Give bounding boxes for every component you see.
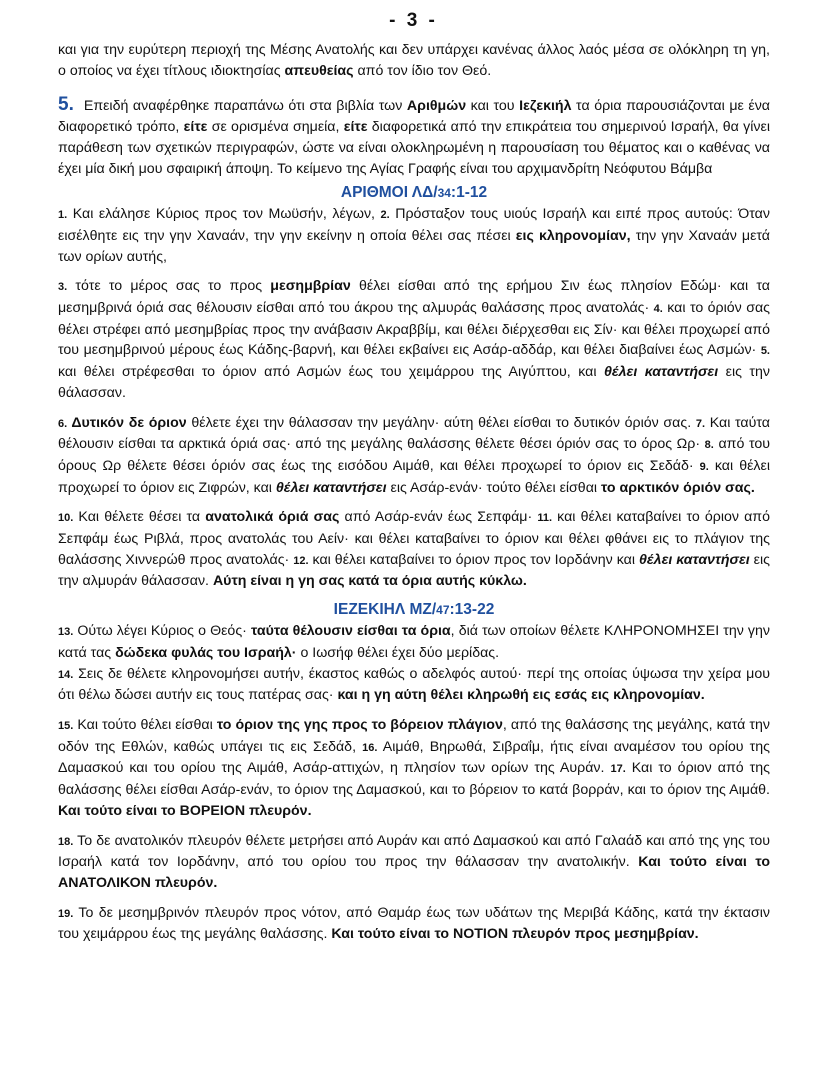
heading-chapter: 34 xyxy=(437,186,451,201)
numbers-heading xyxy=(58,183,770,203)
bold-run: το αρκτικόν όριόν σας. xyxy=(601,479,755,496)
text-run: θέλετε έχει την θάλασσαν την μεγάλην· αύτη θέλει είσθαι το δυτικόν όριόν σας. xyxy=(186,414,696,431)
text-run: Επειδή αναφέρθηκε παραπάνω ότι στα βιβλία των xyxy=(83,98,407,115)
text-run: και θέλει προχωρεί το όριον εις Ζιφρών, και xyxy=(58,457,770,496)
bold-run: Αριθμών xyxy=(406,98,467,115)
ezekiel-paragraph-1 xyxy=(58,621,770,706)
bold-run: δώδεκα φυλάς του Ισραήλ· xyxy=(115,644,297,661)
text-run: και θέλει στρέφεσθαι το όριον από Ασμών έως του χειμάρρου της Αιγύπτου, και xyxy=(58,364,604,381)
intro-paragraph-1 xyxy=(58,40,770,81)
text-run: από Ασάρ-ενάν έως Σεπφάμ· xyxy=(339,509,538,526)
verse-number: 9. xyxy=(699,460,709,473)
bold-run: Και τούτο είναι το ΑΝΑΤΟΛΙΚΟΝ πλευρόν. xyxy=(58,854,770,891)
text-run: και θέλει καταβαίνει το όριον από Σεπφάμ έως Ριβλά, προς ανατολάς του Αείν· και θέλει καταβαίνει το όριον και θέλει φθάνει εις το πλάγιον της θαλάσσης Χιννερώθ προς ανατολάς· xyxy=(58,509,770,568)
heading-title: ΙΕΖΕΚΙΗΛ ΜΖ/ xyxy=(333,601,437,619)
verse-number: 10. xyxy=(58,512,74,525)
bold-run: Ιεζεκιήλ xyxy=(519,98,572,115)
heading-verses: :13-22 xyxy=(449,601,495,619)
text-run: τότε το μέρος σας το προς xyxy=(67,278,271,295)
text-run: Το δε μεσημβρινόν πλευρόν προς νότον, από Θαμάρ έως των υδάτων της Μεριβά Κάδης, κατά την έκτασιν του χειμάρρου έως της μεγάλης θαλάσσης. xyxy=(58,904,770,943)
verse-number: 15. xyxy=(58,719,74,732)
text-run: εις την θάλασσαν. xyxy=(58,364,770,401)
verse-number: 1. xyxy=(58,209,68,222)
bold-run: είτε xyxy=(343,119,368,136)
verse-number: 4. xyxy=(653,303,663,316)
bold-run: μεσημβρίαν xyxy=(270,278,351,295)
section-5-paragraph xyxy=(58,95,770,179)
bold-run: Και τούτο είναι το ΝΟΤΙΟΝ πλευρόν προς μεσημβρίαν. xyxy=(331,926,699,943)
bold-italic-run: θέλει καταντήσει xyxy=(275,479,387,496)
verse-number: 5. xyxy=(760,345,770,358)
ezekiel-paragraph-3 xyxy=(58,715,770,822)
verse-number: 17. xyxy=(610,763,626,776)
text-run: , από της θαλάσσης της μεγάλης, κατά την οδόν της Εθλών, καθώς υπάγει τις εις Σεδάδ, xyxy=(58,716,770,755)
bold-run: ανατολικά όριά σας xyxy=(205,509,340,526)
text-run: ο Ιωσήφ θέλει έχει δύο μερίδας. xyxy=(296,644,500,661)
verse-number: 16. xyxy=(362,741,378,754)
bold-italic-run: θέλει καταντήσει xyxy=(603,364,719,381)
bold-run: και η γη αύτη θέλει κληρωθή εις εσάς εις κληρονομίαν. xyxy=(337,687,705,704)
text-run: και του xyxy=(466,98,520,115)
text-run: και το όριόν σας θέλει στρέφει από μεσημβρίας προς την ανάβασιν Ακραββίμ, και θέλει διέρχεσθαι εις Σίν· και θέλει προχωρεί από του μεσημβρινού μέρους έως Κάδης-βαρνή, και θέλει εκβαίνει εις Ασάρ-αδδάρ, και θέλει διαβαίνει έως Ασμών· xyxy=(58,300,770,359)
bold-italic-run: θέλει καταντήσει xyxy=(638,551,750,568)
section-number: 5. xyxy=(58,94,74,116)
bold-run: είτε xyxy=(183,119,208,136)
text-run: Αιμάθ, Βηρωθά, Σιβραΐμ, ήτις είναι αναμέσον του ορίου της Δαμασκού και του ορίου της Αιμάθ, Ασάρ-αττιχών, η πλησίον των ορίων της Αυράν. xyxy=(58,738,771,777)
ezekiel-heading xyxy=(58,600,770,620)
heading-title: ΑΡΙΘΜΟΙ ΛΔ/ xyxy=(340,184,438,202)
verse-number: 2. xyxy=(380,209,390,222)
ezekiel-paragraph-5 xyxy=(58,903,770,945)
verse-number: 7. xyxy=(695,417,706,430)
verse-number: 8. xyxy=(704,439,714,452)
verse-number: 6. xyxy=(58,417,68,430)
page-number: - 3 - xyxy=(389,10,438,31)
numbers-paragraph-1 xyxy=(58,204,770,267)
verse-number: 19. xyxy=(58,907,74,920)
bold-run: ταύτα θέλουσιν είσθαι τα όρια xyxy=(250,623,451,640)
numbers-paragraph-4 xyxy=(58,507,770,592)
heading-chapter: 47 xyxy=(436,603,450,618)
text-run: διαφορετικά από την επικράτεια του σημερινού Ισραήλ, θα γίνει παράθεση των σχετικών περιγραφών, ώστε να είναι ολοκληρωμένη η παρουσίαση του θέματος και ο καθένας να έχει μία δική μου σφαιρική άποψη. Το κείμενο της Αγίας Γραφής είναι του αρχιμανδρίτη Νεόφυτου Βάμβα xyxy=(58,119,770,177)
verse-number: 14. xyxy=(58,668,74,681)
text-run: και για την ευρύτερη περιοχή της Μέσης Ανατολής και δεν υπάρχει κανένας άλλος λαός μέσα σε ολόκληρη τη γη, ο οποίος να έχει τίτλους ιδιοκτησίας xyxy=(58,42,770,79)
bold-run: Και τούτο είναι το ΒΟΡΕΙΟΝ πλευρόν. xyxy=(58,802,312,819)
numbers-paragraph-3 xyxy=(58,413,770,499)
text-run: Και θέλετε θέσει τα xyxy=(73,509,206,526)
text-run: εις Ασάρ-ενάν· τούτο θέλει είσθαι xyxy=(386,479,601,496)
text-run: Το δε ανατολικόν πλευρόν θέλετε μετρήσει από Αυράν και από Δαμασκού και από Γαλαάδ και από της γης του Ισραήλ κατά τον Ιορδάνην, από του ορίου του προς την θάλασσαν την ανατολικήν. xyxy=(58,832,770,871)
verse-number: 12. xyxy=(293,554,309,567)
text-run: θέλει είσθαι από της ερήμου Σιν έως πλησίον Εδώμ· και τα μεσημβρινά όριά σας θέλουσιν είσθαι από του άκρου της αλμυράς θαλάσσης προς ανατολάς· xyxy=(58,278,770,317)
verse-number: 3. xyxy=(58,281,68,294)
text-run: Και το όριον από της θαλάσσης θέλει είσθαι Ασάρ-ενάν, το όριον της Δαμασκού, και το βόρειον το κατά βορράν, και το όριον της Αιμάθ. xyxy=(58,760,770,799)
bold-run: Αύτη είναι η γη σας κατά τα όρια αυτής κύκλω. xyxy=(212,573,527,590)
text-run: Πρόσταξον τους υιούς Ισραήλ και ειπέ προς αυτούς: Όταν εισέλθητε εις την γην Χαναάν, την γην εκείνην η οποία θέλει σας πέσει xyxy=(58,206,770,244)
heading-verses: :1-12 xyxy=(450,184,488,202)
ezekiel-paragraph-4 xyxy=(58,831,770,894)
text-run: , διά των οποίων θέλετε ΚΛΗΡΟΝΟΜΗΣΕΙ την γην κατά τας xyxy=(58,623,770,661)
numbers-paragraph-2 xyxy=(58,276,770,403)
text-run: Και ταύτα θέλουσιν είσθαι τα αρκτικά όριά σας· από της μεγάλης θαλάσσης θέλετε θέσει όριόν σας το όρος Ωρ· xyxy=(58,414,770,453)
verse-number: 11. xyxy=(537,512,553,525)
bold-run: εις κληρονομίαν, xyxy=(515,227,631,244)
text-run: τα όρια παρουσιάζονται με ένα διαφορετικό τρόπο, xyxy=(58,98,771,136)
text-run: Σεις δε θέλετε κληρονομήσει αυτήν, έκαστος καθώς ο αδελφός αυτού· περί της οποίας ύψωσα την χείρα μου ότι θέλω δώσει αυτήν εις τους πατέρας σας· xyxy=(58,665,770,704)
verse-number: 13. xyxy=(58,626,74,639)
text-run: και θέλει καταβαίνει το όριον προς τον Ιορδάνην και xyxy=(308,551,639,568)
text-run: την γην Χαναάν μετά των ορίων αυτής, xyxy=(58,227,771,265)
text-run: από του όρους Ωρ θέλετε θέσει όριόν σας έως της εισόδου Αιμάθ, και θέλει προχωρεί το όριον εις Σεδάδ· xyxy=(58,436,770,474)
bold-run: απευθείας xyxy=(284,62,354,79)
text-run: Και ελάλησε Κύριος προς τον Μωϋσήν, λέγων, xyxy=(67,206,381,223)
text-run: Και τούτο θέλει είσθαι xyxy=(73,716,217,733)
text-run: σε ορισμένα σημεία, xyxy=(207,119,344,136)
document-body xyxy=(58,40,770,945)
verse-number: 18. xyxy=(58,835,74,848)
text-run: Ούτω λέγει Κύριος ο Θεός· xyxy=(73,623,251,640)
text-run: εις την αλμυράν θάλασσαν. xyxy=(58,551,770,590)
bold-run: Δυτικόν δε όριον xyxy=(67,414,187,431)
bold-run: το όριον της γης προς το βόρειον πλάγιον xyxy=(216,716,503,733)
text-run: από τον ίδιο τον Θεό. xyxy=(353,62,492,79)
